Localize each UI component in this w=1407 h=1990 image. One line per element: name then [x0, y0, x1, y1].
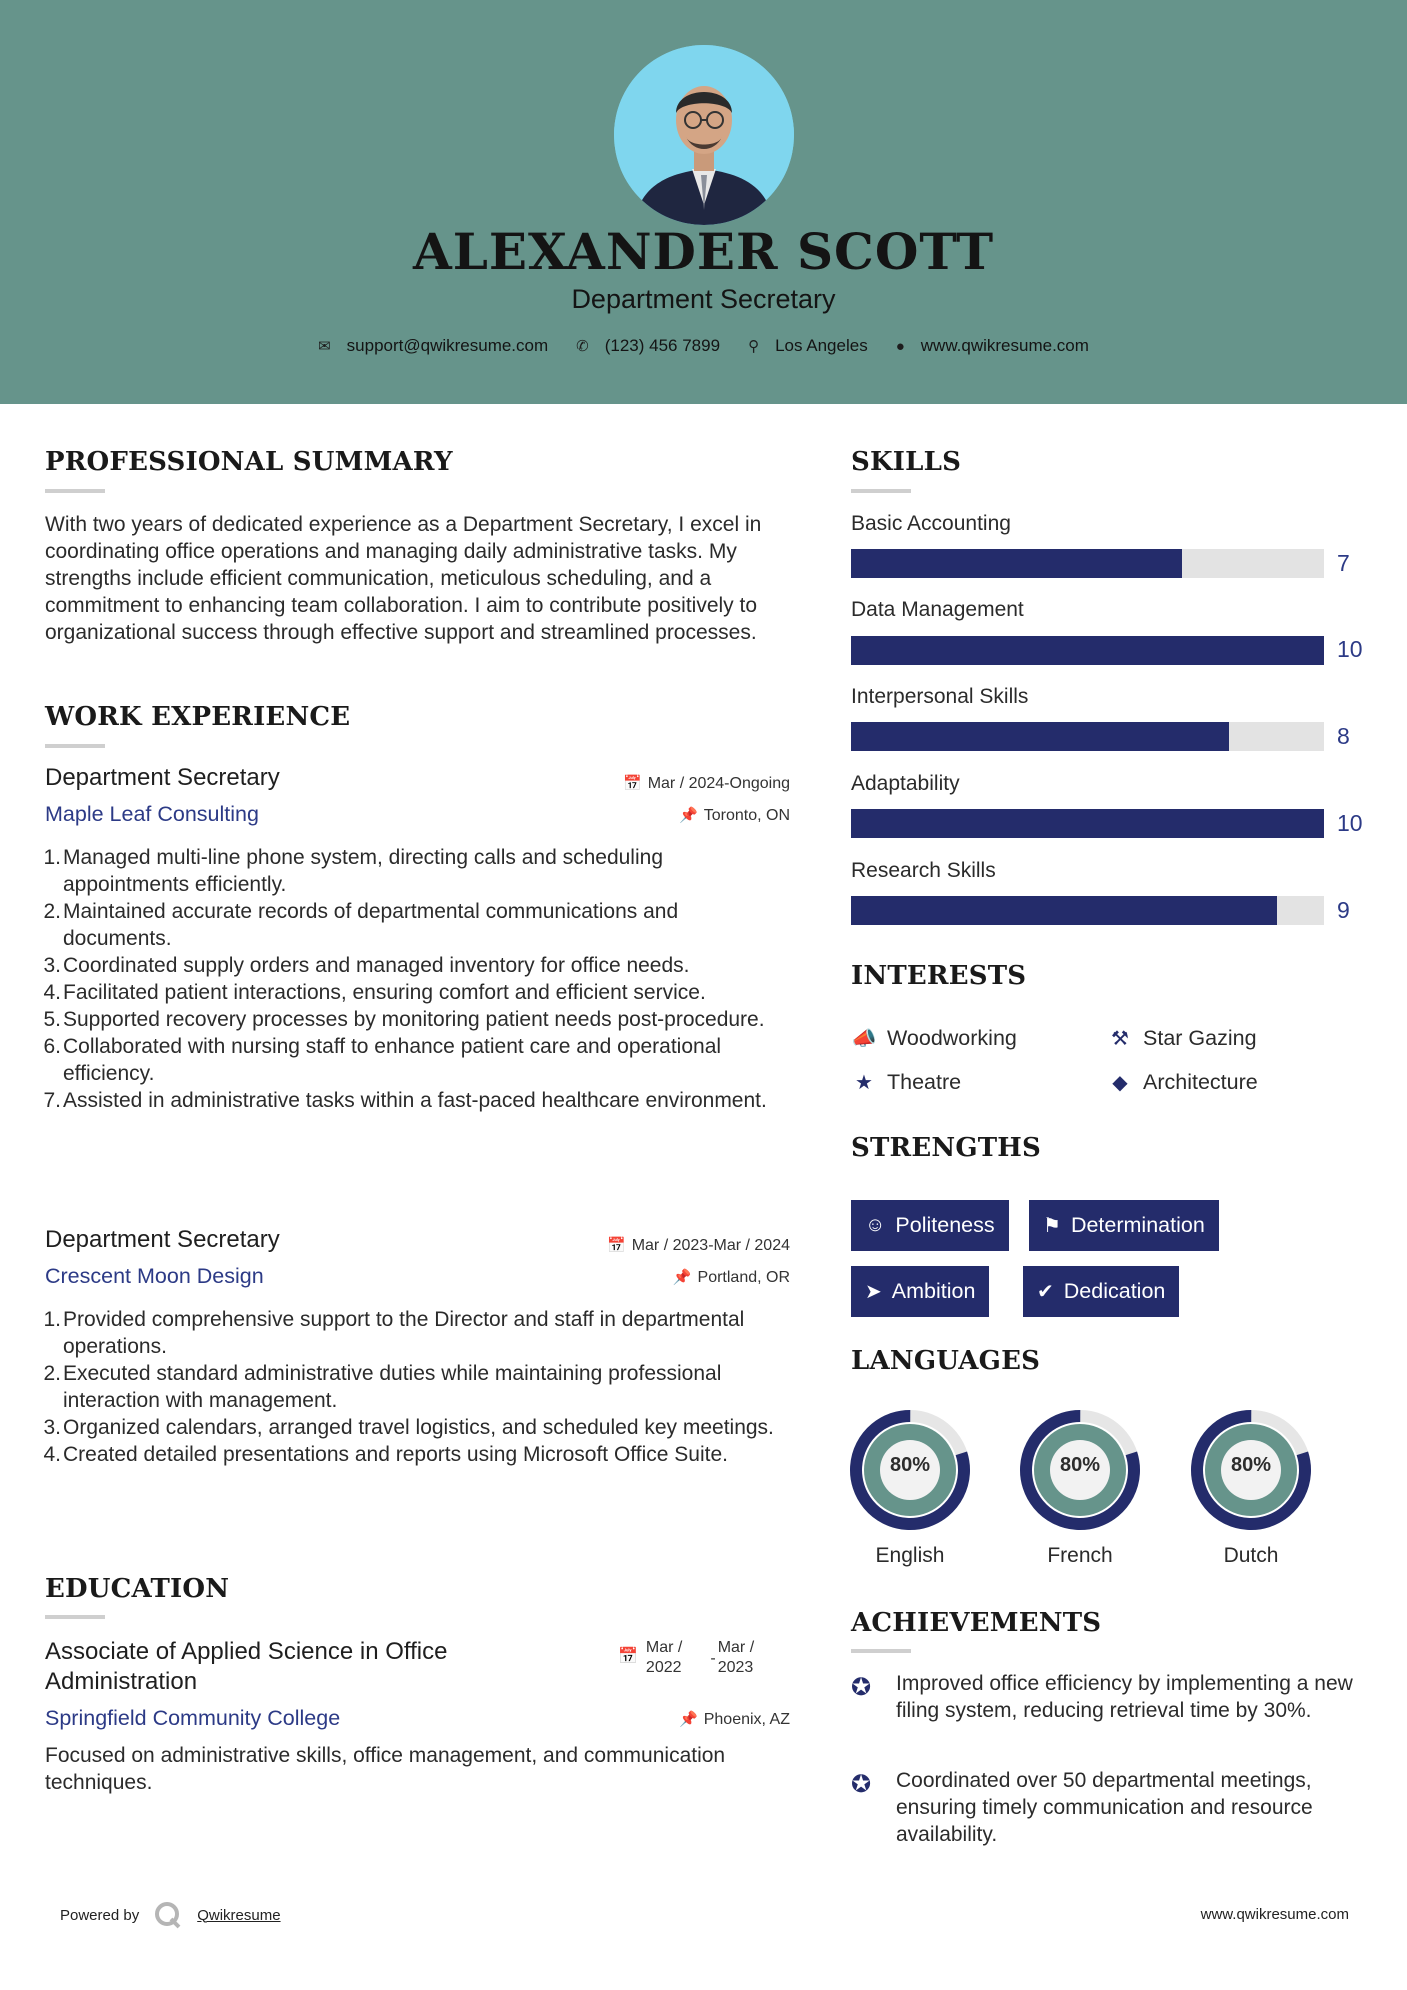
education-text: Focused on administrative skills, office management, and communication techniques. — [45, 1744, 726, 1794]
interest-label: Woodworking — [887, 1026, 1017, 1050]
section-divider — [45, 744, 105, 748]
summary-text: With two years of dedicated experience as a Department Secretary, I excel in coordinating office operations and managing daily administrative tasks. My strengths include efficient communication, meticulous scheduling, and a commitment to enhancing team collaboration. I aim to contribute positively to organizational success through effective support and streamlined processes. — [45, 513, 762, 644]
contact-location — [748, 336, 868, 356]
language-name: Dutch — [1223, 1544, 1279, 1567]
gavel-icon: ⚒ — [1111, 1028, 1129, 1050]
globe-icon: ● — [895, 337, 905, 355]
list-item: 4. Facilitated patient interactions, ensuring comfort and efficient service. — [43, 981, 706, 1004]
contact-website[interactable] — [896, 336, 1089, 356]
avatar — [614, 45, 794, 225]
interest-item — [1107, 1070, 1258, 1095]
strength-tag — [851, 1200, 1009, 1251]
language-percent: 80% — [1230, 1454, 1272, 1476]
skill-value: 9 — [1337, 897, 1350, 923]
section-divider — [851, 489, 911, 493]
candidate-name: ALEXANDER SCOTT — [412, 222, 995, 281]
skill-bar — [851, 549, 1324, 578]
degree-line-1: Associate of Applied Science in Office — [45, 1638, 448, 1665]
language-item — [1018, 1408, 1142, 1568]
skill-bar-fill — [851, 549, 1182, 578]
phone-icon: ✆ — [576, 338, 589, 355]
skill-label: Data Management — [851, 598, 1024, 621]
skill-label: Interpersonal Skills — [851, 685, 1029, 708]
list-item: 3. Coordinated supply orders and managed inventory for office needs. — [43, 954, 690, 977]
skill-bar — [851, 896, 1324, 925]
section-divider — [45, 489, 105, 493]
edu-date-dash: - — [710, 1650, 716, 1667]
language-percent: 80% — [889, 1454, 931, 1476]
strength-label: Dedication — [1063, 1279, 1166, 1303]
pin-icon: 📌 — [679, 807, 698, 824]
tag-icon: ◆ — [1112, 1072, 1128, 1094]
job-2-duties — [45, 1306, 790, 1468]
language-percent: 80% — [1059, 1454, 1101, 1476]
education-location-text: Phoenix, AZ — [703, 1711, 790, 1728]
skill-bar — [851, 809, 1324, 838]
strength-label: Determination — [1070, 1213, 1205, 1237]
flag-icon: ⚑ — [1043, 1215, 1061, 1237]
website-text: www.qwikresume.com — [920, 336, 1089, 355]
job-1-dates-text: Mar / 2024-Ongoing — [647, 775, 790, 792]
skill-bar — [851, 722, 1324, 751]
job-2-dates-text: Mar / 2023-Mar / 2024 — [631, 1237, 790, 1254]
contact-email[interactable] — [318, 336, 548, 356]
brand-link[interactable]: Qwikresume — [197, 1906, 281, 1924]
list-item: 1. Provided comprehensive support to the Director and staff in departmental operations. — [43, 1308, 745, 1358]
list-item: 2. Executed standard administrative duties while maintaining professional interaction with management. — [43, 1362, 722, 1412]
footer-powered-by — [60, 1900, 281, 1930]
skill-value: 10 — [1337, 810, 1363, 836]
skill-label: Adaptability — [851, 772, 960, 795]
degree-title — [45, 1637, 447, 1697]
job-1-duties — [45, 844, 790, 1114]
strength-tag — [1029, 1200, 1219, 1251]
phone-text: (123) 456 7899 — [604, 336, 721, 355]
envelope-icon: ✉ — [318, 338, 331, 355]
interests-heading: INTERESTS — [851, 961, 1027, 991]
interest-item — [851, 1070, 961, 1095]
skill-label: Basic Accounting — [851, 512, 1011, 535]
skill-label: Research Skills — [851, 859, 996, 882]
list-item: 6. Collaborated with nursing staff to enhance patient care and operational efficiency. — [43, 1035, 722, 1085]
skill-bar — [851, 636, 1324, 665]
achievement-text: Coordinated over 50 departmental meetings, ensuring timely communication and resource availability. — [896, 1769, 1313, 1846]
strengths-heading: STRENGTHS — [851, 1133, 1042, 1163]
list-item: 5. Supported recovery processes by monitoring patient needs post-procedure. — [43, 1008, 765, 1031]
interest-item — [1107, 1026, 1257, 1051]
skill-bar-fill — [851, 722, 1229, 751]
pin-icon: 📌 — [672, 1269, 692, 1286]
skill-bar-fill — [851, 636, 1324, 665]
skill-value: 8 — [1337, 723, 1350, 749]
list-item: 7. Assisted in administrative tasks within a fast-paced healthcare environment. — [43, 1089, 767, 1112]
megaphone-icon: 📣 — [851, 1028, 877, 1050]
job-1-location — [679, 806, 790, 825]
interest-item — [851, 1026, 1017, 1051]
section-divider — [851, 1649, 911, 1653]
job-1-title: Department Secretary — [45, 764, 280, 791]
experience-heading: WORK EXPERIENCE — [45, 702, 351, 732]
achievement-text: Improved office efficiency by implementing a new filing system, reducing retrieval time by 30%. — [896, 1672, 1353, 1722]
email-text: support@qwikresume.com — [346, 336, 549, 355]
qwikresume-logo-icon — [153, 1900, 183, 1930]
job-1-location-text: Toronto, ON — [703, 807, 790, 824]
achievement-item — [851, 1670, 1371, 1724]
job-2-title: Department Secretary — [45, 1226, 280, 1253]
school-name: Springfield Community College — [45, 1706, 341, 1730]
strength-tag — [1023, 1266, 1179, 1317]
star-icon: ★ — [855, 1072, 873, 1094]
summary-heading: PROFESSIONAL SUMMARY — [45, 447, 453, 477]
strength-label: Ambition — [891, 1279, 976, 1303]
interest-label: Theatre — [887, 1070, 962, 1094]
edu-start-year: 2022 — [645, 1659, 682, 1676]
section-divider — [45, 1615, 105, 1619]
list-item: 2. Maintained accurate records of departmental communications and documents. — [43, 900, 679, 950]
job-1-dates — [623, 774, 790, 793]
skill-bar-fill — [851, 809, 1324, 838]
degree-line-2: Administration — [45, 1668, 198, 1695]
contact-phone[interactable] — [576, 336, 720, 356]
smile-icon: ☺ — [865, 1214, 886, 1236]
edu-end-month: Mar / — [717, 1639, 755, 1656]
achievements-heading: ACHIEVEMENTS — [851, 1608, 1102, 1638]
list-item: 4. Created detailed presentations and reports using Microsoft Office Suite. — [43, 1443, 728, 1466]
edu-start-month: Mar / — [645, 1639, 683, 1656]
edu-end-year: 2023 — [717, 1659, 754, 1676]
job-title: Department Secretary — [571, 284, 836, 314]
job-1-company: Maple Leaf Consulting — [45, 802, 259, 826]
achievement-item — [851, 1767, 1371, 1848]
job-2-company: Crescent Moon Design — [45, 1264, 264, 1288]
job-2-location-text: Portland, OR — [697, 1269, 790, 1286]
skill-value: 7 — [1337, 550, 1350, 576]
check-circle-icon: ✔ — [1037, 1281, 1054, 1303]
star-badge-icon: ✪ — [851, 1771, 872, 1798]
rocket-icon: ➤ — [865, 1281, 882, 1303]
language-item — [848, 1408, 972, 1568]
education-location — [679, 1710, 790, 1729]
calendar-icon: 📅 — [618, 1648, 638, 1665]
skill-bar-fill — [851, 896, 1277, 925]
header-banner — [0, 0, 1407, 404]
calendar-icon: 📅 — [623, 775, 642, 792]
languages-heading: LANGUAGES — [851, 1346, 1041, 1376]
strength-label: Politeness — [895, 1213, 995, 1237]
list-item: 3. Organized calendars, arranged travel logistics, and scheduled key meetings. — [43, 1416, 774, 1439]
calendar-icon: 📅 — [607, 1237, 626, 1254]
powered-by-text: Powered by — [60, 1906, 140, 1924]
skills-heading: SKILLS — [851, 447, 962, 477]
job-2-dates — [607, 1236, 790, 1255]
interest-label: Architecture — [1143, 1070, 1258, 1094]
star-badge-icon: ✪ — [851, 1674, 872, 1701]
skill-value: 10 — [1337, 636, 1363, 662]
language-name: French — [1047, 1544, 1113, 1567]
pin-icon: 📌 — [679, 1711, 698, 1728]
footer-website[interactable]: www.qwikresume.com — [1200, 1906, 1349, 1923]
list-item: 1. Managed multi-line phone system, directing calls and scheduling appointments efficiently. — [43, 846, 663, 896]
language-item — [1189, 1408, 1313, 1568]
education-heading: EDUCATION — [45, 1574, 230, 1604]
map-pin-icon: ⚲ — [748, 338, 760, 355]
contact-bar — [0, 336, 1407, 356]
interest-label: Star Gazing — [1143, 1026, 1257, 1050]
education-dates — [618, 1638, 754, 1678]
location-text: Los Angeles — [775, 336, 868, 355]
job-2-location — [673, 1268, 790, 1287]
strength-tag — [851, 1266, 989, 1317]
language-name: English — [875, 1544, 945, 1567]
